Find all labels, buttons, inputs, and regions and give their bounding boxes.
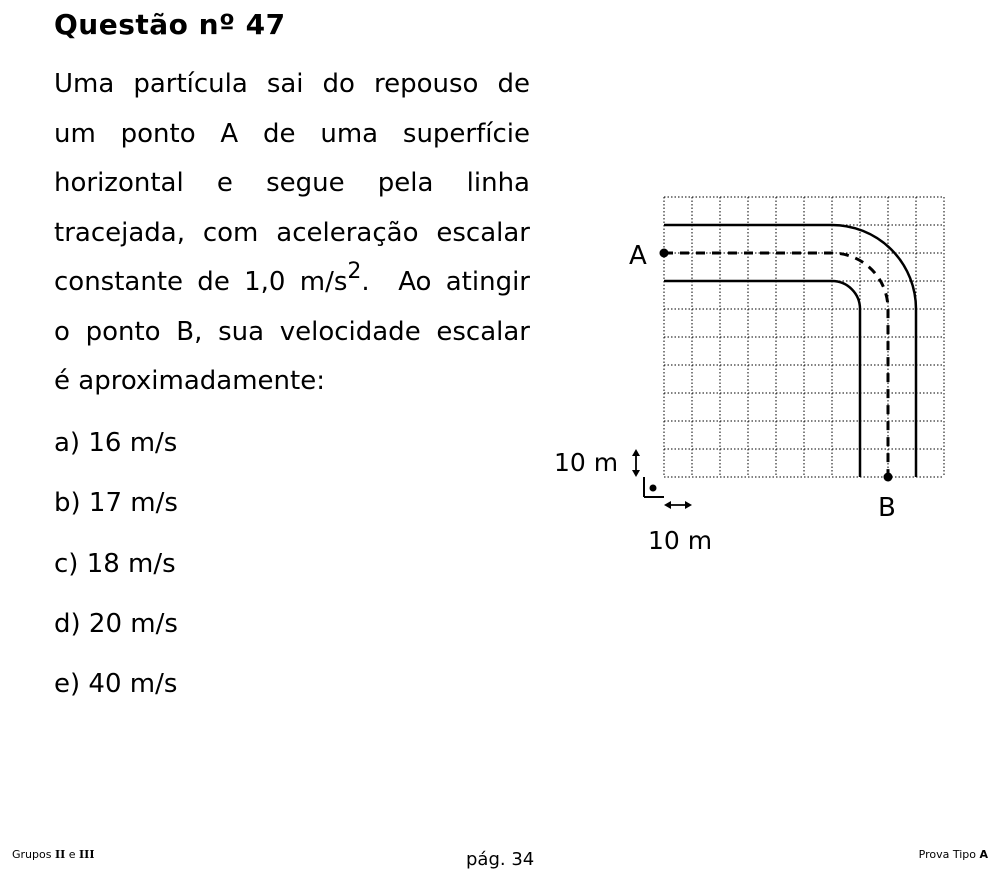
- option-d: d) 20 m/s: [54, 609, 178, 639]
- arrow-left-icon: [664, 501, 671, 509]
- footer-exam-type-prefix: Prova Tipo: [918, 848, 980, 861]
- arrow-right-icon: [685, 501, 692, 509]
- point-a-dot: [660, 249, 669, 258]
- stem-line-1: Uma partícula sai do repouso de: [54, 69, 530, 99]
- arrow-up-icon: [632, 449, 640, 456]
- option-a: a) 16 m/s: [54, 428, 178, 458]
- grid: [664, 197, 944, 477]
- label-b: B: [878, 493, 896, 523]
- footer-group-iii: III: [79, 848, 95, 861]
- horizontal-scale-label: 10 m: [648, 526, 713, 555]
- stem-line-5-tail: . Ao atingir: [361, 267, 530, 297]
- vertical-scale-label: 10 m: [554, 448, 619, 477]
- track-diagram: [540, 180, 960, 570]
- question-stem: [54, 60, 530, 407]
- stem-line-6: o ponto B, sua velocidade escalar: [54, 316, 530, 347]
- stem-line-3: horizontal e segue pela linha: [54, 168, 530, 198]
- exponent: 2: [347, 259, 362, 284]
- page-number: pág. 34: [466, 849, 535, 870]
- stem-line-2: um ponto A de uma superfície: [54, 118, 530, 149]
- origin-dot: [650, 485, 657, 492]
- footer-groups-and: e: [65, 848, 80, 861]
- footer-exam-type: [919, 848, 988, 861]
- scale-reference: [554, 448, 712, 555]
- stem-line-5: [54, 258, 530, 308]
- footer-exam-type-letter: A: [979, 848, 988, 861]
- question-title: Questão nº 47: [54, 8, 286, 41]
- footer-groups: [12, 848, 94, 861]
- inner-track-edge: [664, 281, 860, 477]
- footer-groups-prefix: Grupos: [12, 848, 55, 861]
- label-a: A: [629, 241, 647, 271]
- arrow-down-icon: [632, 470, 640, 477]
- stem-line-4: tracejada, com aceleração escalar: [54, 217, 530, 248]
- option-b: b) 17 m/s: [54, 488, 178, 518]
- point-b-dot: [884, 473, 893, 482]
- option-c: c) 18 m/s: [54, 549, 176, 579]
- outer-track-edge: [664, 225, 916, 477]
- footer-group-ii: II: [54, 848, 66, 861]
- stem-line-7: é aproximadamente:: [54, 366, 325, 396]
- stem-line-5-head: constante de 1,0 m/s: [54, 267, 348, 297]
- option-e: e) 40 m/s: [54, 669, 178, 699]
